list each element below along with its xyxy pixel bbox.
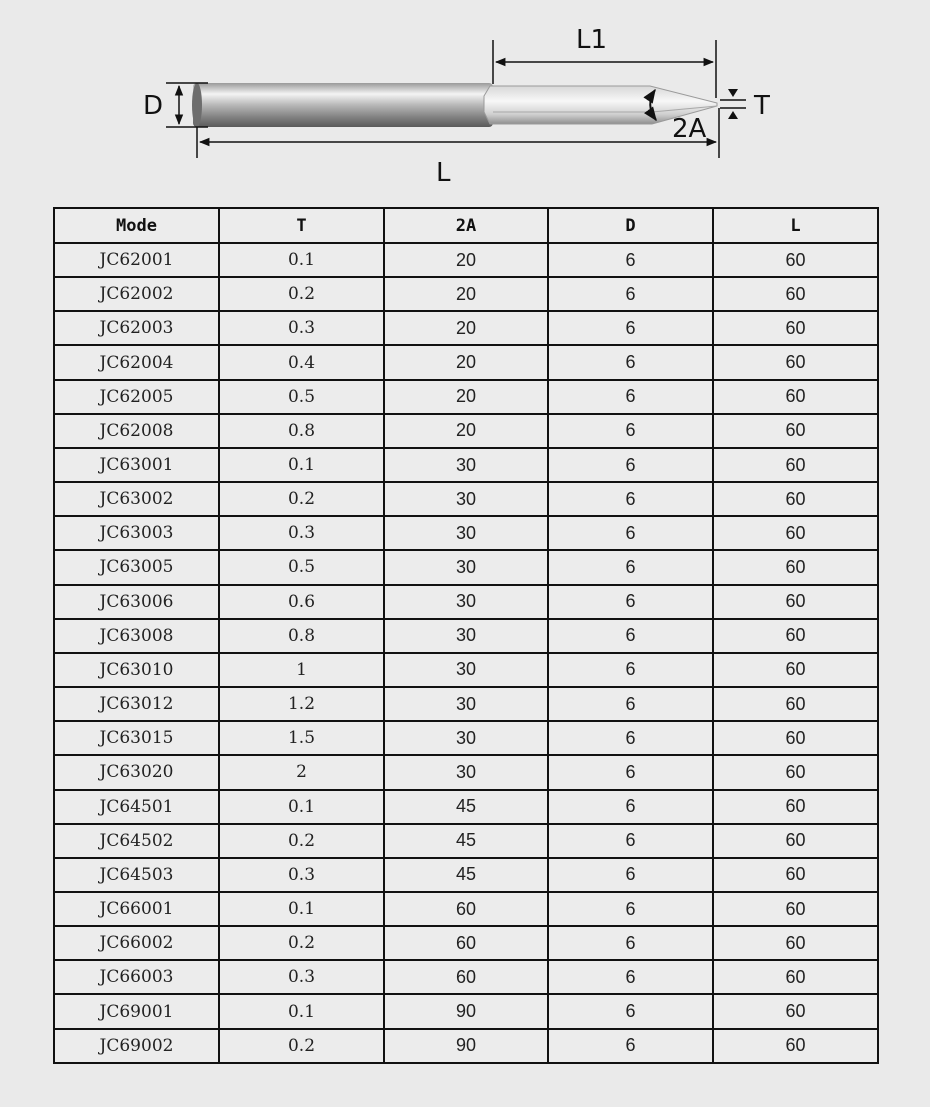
cell-mode: JC64501 <box>54 790 219 824</box>
cell-mode: JC62002 <box>54 277 219 311</box>
diameter-label: D <box>143 91 164 121</box>
header-mode: Mode <box>54 208 219 243</box>
cell-d: 6 <box>548 687 713 721</box>
cell-2a: 20 <box>384 277 548 311</box>
cell-l: 60 <box>713 482 878 516</box>
cell-t: 1.2 <box>219 687 384 721</box>
cell-2a: 60 <box>384 926 548 960</box>
cell-mode: JC64502 <box>54 824 219 858</box>
table-row <box>54 790 878 824</box>
cell-d: 6 <box>548 448 713 482</box>
table-row <box>54 380 878 414</box>
table-row <box>54 516 878 550</box>
cell-t: 0.2 <box>219 482 384 516</box>
cell-t: 0.3 <box>219 311 384 345</box>
cell-d: 6 <box>548 619 713 653</box>
cell-d: 6 <box>548 926 713 960</box>
cell-t: 0.3 <box>219 858 384 892</box>
cell-2a: 90 <box>384 1029 548 1063</box>
cell-mode: JC63002 <box>54 482 219 516</box>
table-row <box>54 550 878 584</box>
cell-2a: 30 <box>384 482 548 516</box>
cell-2a: 20 <box>384 380 548 414</box>
cell-d: 6 <box>548 653 713 687</box>
cell-t: 0.3 <box>219 960 384 994</box>
cell-mode: JC62001 <box>54 243 219 277</box>
table-row <box>54 994 878 1028</box>
cell-d: 6 <box>548 414 713 448</box>
cell-d: 6 <box>548 277 713 311</box>
cell-l: 60 <box>713 960 878 994</box>
cell-l: 60 <box>713 345 878 379</box>
cell-mode: JC62004 <box>54 345 219 379</box>
cell-2a: 30 <box>384 619 548 653</box>
cell-d: 6 <box>548 994 713 1028</box>
table-row <box>54 619 878 653</box>
cell-l: 60 <box>713 721 878 755</box>
cell-t: 0.2 <box>219 926 384 960</box>
cell-mode: JC63006 <box>54 585 219 619</box>
cell-l: 60 <box>713 550 878 584</box>
angle-label: 2A <box>672 114 707 144</box>
table-row <box>54 687 878 721</box>
cell-d: 6 <box>548 721 713 755</box>
cell-2a: 30 <box>384 721 548 755</box>
cell-t: 0.6 <box>219 585 384 619</box>
cell-mode: JC66002 <box>54 926 219 960</box>
cell-l: 60 <box>713 824 878 858</box>
cell-mode: JC66003 <box>54 960 219 994</box>
cell-2a: 30 <box>384 687 548 721</box>
tip-width-label: T <box>754 91 770 121</box>
cell-2a: 30 <box>384 550 548 584</box>
cell-l: 60 <box>713 380 878 414</box>
l1-label: L1 <box>576 25 608 55</box>
cell-d: 6 <box>548 892 713 926</box>
cell-mode: JC64503 <box>54 858 219 892</box>
cell-mode: JC63005 <box>54 550 219 584</box>
cell-d: 6 <box>548 345 713 379</box>
cell-t: 0.2 <box>219 824 384 858</box>
cell-mode: JC63015 <box>54 721 219 755</box>
cell-2a: 45 <box>384 858 548 892</box>
cell-t: 0.5 <box>219 380 384 414</box>
cell-d: 6 <box>548 790 713 824</box>
table-row <box>54 926 878 960</box>
cell-t: 0.2 <box>219 1029 384 1063</box>
cell-2a: 20 <box>384 243 548 277</box>
table-row <box>54 277 878 311</box>
cell-t: 2 <box>219 755 384 789</box>
tip-width-dimension <box>720 89 746 119</box>
cell-t: 0.5 <box>219 550 384 584</box>
cell-l: 60 <box>713 414 878 448</box>
cell-d: 6 <box>548 516 713 550</box>
cell-2a: 20 <box>384 345 548 379</box>
cell-l: 60 <box>713 243 878 277</box>
tool-shank <box>192 83 493 127</box>
cell-mode: JC62008 <box>54 414 219 448</box>
table-row <box>54 858 878 892</box>
cell-d: 6 <box>548 243 713 277</box>
table-row <box>54 243 878 277</box>
table-row <box>54 345 878 379</box>
cell-2a: 45 <box>384 824 548 858</box>
cell-l: 60 <box>713 892 878 926</box>
table-row <box>54 721 878 755</box>
cell-l: 60 <box>713 858 878 892</box>
table-row <box>54 1029 878 1063</box>
table-row <box>54 824 878 858</box>
spec-table-body <box>54 243 878 1063</box>
cell-t: 0.1 <box>219 790 384 824</box>
cell-d: 6 <box>548 380 713 414</box>
cell-d: 6 <box>548 858 713 892</box>
spec-table-header <box>54 208 878 243</box>
cell-t: 0.8 <box>219 414 384 448</box>
cell-2a: 30 <box>384 585 548 619</box>
header-d: D <box>548 208 713 243</box>
table-row <box>54 653 878 687</box>
cell-l: 60 <box>713 994 878 1028</box>
cell-2a: 30 <box>384 653 548 687</box>
cell-2a: 60 <box>384 960 548 994</box>
cell-mode: JC63001 <box>54 448 219 482</box>
header-t: T <box>219 208 384 243</box>
cell-mode: JC63003 <box>54 516 219 550</box>
table-row <box>54 448 878 482</box>
cell-d: 6 <box>548 1029 713 1063</box>
cell-t: 1 <box>219 653 384 687</box>
cell-t: 0.1 <box>219 994 384 1028</box>
engraving-bit-diagram <box>0 0 930 200</box>
table-row <box>54 960 878 994</box>
cell-d: 6 <box>548 755 713 789</box>
cell-l: 60 <box>713 585 878 619</box>
cell-t: 1.5 <box>219 721 384 755</box>
cell-l: 60 <box>713 790 878 824</box>
cell-mode: JC69001 <box>54 994 219 1028</box>
cell-2a: 30 <box>384 516 548 550</box>
cell-mode: JC66001 <box>54 892 219 926</box>
cell-d: 6 <box>548 311 713 345</box>
cell-d: 6 <box>548 824 713 858</box>
cell-t: 0.3 <box>219 516 384 550</box>
cell-mode: JC62005 <box>54 380 219 414</box>
cell-l: 60 <box>713 653 878 687</box>
cell-mode: JC63008 <box>54 619 219 653</box>
cell-t: 0.4 <box>219 345 384 379</box>
cell-t: 0.8 <box>219 619 384 653</box>
cell-l: 60 <box>713 755 878 789</box>
cell-t: 0.1 <box>219 243 384 277</box>
header-l: L <box>713 208 878 243</box>
cell-l: 60 <box>713 448 878 482</box>
cell-mode: JC69002 <box>54 1029 219 1063</box>
cell-2a: 60 <box>384 892 548 926</box>
header-row <box>54 208 878 243</box>
spec-table <box>53 207 879 1064</box>
header-2a: 2A <box>384 208 548 243</box>
cell-mode: JC63020 <box>54 755 219 789</box>
cell-t: 0.1 <box>219 448 384 482</box>
cell-2a: 45 <box>384 790 548 824</box>
table-row <box>54 585 878 619</box>
cell-l: 60 <box>713 1029 878 1063</box>
table-row <box>54 892 878 926</box>
cell-l: 60 <box>713 619 878 653</box>
cell-l: 60 <box>713 926 878 960</box>
table-row <box>54 755 878 789</box>
cell-2a: 30 <box>384 448 548 482</box>
cell-d: 6 <box>548 482 713 516</box>
cell-l: 60 <box>713 516 878 550</box>
cell-t: 0.1 <box>219 892 384 926</box>
cell-d: 6 <box>548 585 713 619</box>
length-label: L <box>436 158 451 188</box>
cell-mode: JC62003 <box>54 311 219 345</box>
cell-l: 60 <box>713 687 878 721</box>
table-row <box>54 414 878 448</box>
table-row <box>54 311 878 345</box>
cell-2a: 20 <box>384 311 548 345</box>
cell-t: 0.2 <box>219 277 384 311</box>
cell-2a: 20 <box>384 414 548 448</box>
cell-mode: JC63010 <box>54 653 219 687</box>
cell-mode: JC63012 <box>54 687 219 721</box>
cell-2a: 30 <box>384 755 548 789</box>
table-row <box>54 482 878 516</box>
cell-l: 60 <box>713 277 878 311</box>
cell-l: 60 <box>713 311 878 345</box>
cell-d: 6 <box>548 550 713 584</box>
cell-2a: 90 <box>384 994 548 1028</box>
cell-d: 6 <box>548 960 713 994</box>
